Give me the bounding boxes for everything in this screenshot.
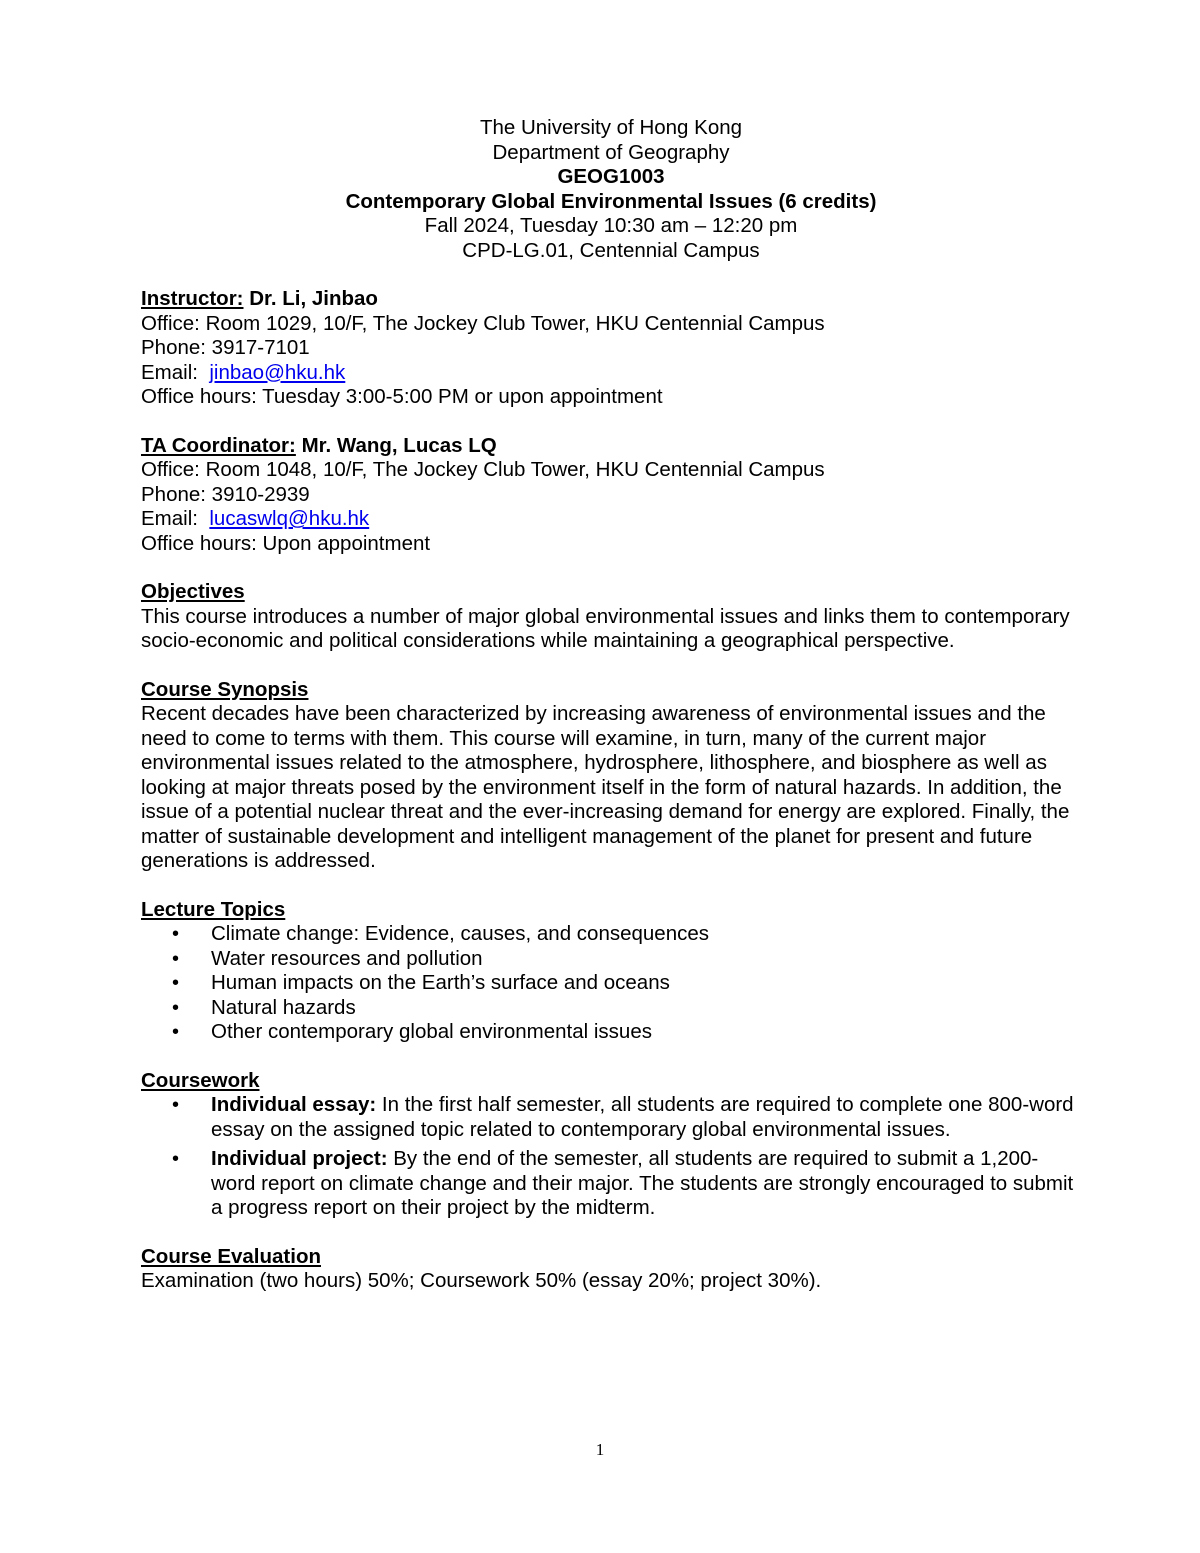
synopsis-text: Recent decades have been characterized by increasing awareness of environmental issues and the need to come to terms with them. This course will examine, in turn, many of the current major environmental issues related to the atmosphere, hydrosphere, lithosphere, and biosphere as well as looking at major threats posed by the environment itself in the form of natural hazards. In addition, the issue of a potential nuclear threat and the ever-increasing demand for energy are explored. Finally, the matter of sustainable development and intelligent management of the planet for present and future generations is addressed.	[141, 702, 1070, 872]
objectives-heading: Objectives	[141, 580, 245, 603]
synopsis-section	[141, 678, 1081, 874]
ta-email-line	[141, 507, 1081, 532]
project-text: By the end of the semester, all students are required to submit a 1,200-word report on climate change and their major. The students are strongly encouraged to submit a progress report on their project by the midterm.	[211, 1147, 1074, 1219]
header-block	[141, 116, 1081, 263]
ta-name: Mr. Wang, Lucas LQ	[295, 433, 497, 457]
ta-email-link[interactable]: lucaswlq@hku.hk	[209, 507, 370, 530]
instructor-office: Office: Room 1029, 10/F, The Jockey Club Tower, HKU Centennial Campus	[141, 311, 825, 335]
topics-heading: Lecture Topics	[141, 897, 286, 921]
coursework-item-essay	[141, 1093, 1081, 1142]
coursework-item-project	[141, 1147, 1081, 1221]
ta-heading	[141, 434, 1081, 459]
department-name: Department of Geography	[492, 140, 730, 164]
course-title: Contemporary Global Environmental Issues (6 credits)	[345, 189, 877, 213]
page-number: 1	[595, 1440, 605, 1459]
list-item: • Human impacts on the Earth’s surface and oceans	[141, 971, 1081, 996]
list-item: • Water resources and pollution	[141, 947, 1081, 972]
instructor-label: Instructor:	[141, 287, 244, 310]
evaluation-text: Examination (two hours) 50%; Coursework 50% (essay 20%; project 30%).	[141, 1269, 822, 1292]
ta-email-label: Email:	[141, 507, 204, 530]
instructor-email-link[interactable]: jinbao@hku.hk	[209, 360, 346, 384]
project-title: Individual project:	[211, 1147, 388, 1170]
ta-block	[141, 434, 1081, 557]
document-page	[141, 116, 1081, 1294]
evaluation-heading: Course Evaluation	[141, 1244, 321, 1268]
essay-text: In the first half semester, all students are required to complete one 800-word essay on the assigned topic related to contemporary global environmental issues.	[211, 1093, 1074, 1141]
coursework-list	[141, 1093, 1081, 1221]
list-item: • Other contemporary global environmental issues	[141, 1020, 1081, 1045]
objectives-text: This course introduces a number of major global environmental issues and links them to contemporary socio-economic and political considerations while maintaining a geographical perspective.	[141, 604, 1070, 652]
course-venue: CPD-LG.01, Centennial Campus	[462, 238, 760, 262]
course-schedule: Fall 2024, Tuesday 10:30 am – 12:20 pm	[424, 214, 798, 237]
instructor-office-hours: Office hours: Tuesday 3:00-5:00 PM or upon appointment	[141, 385, 663, 408]
objectives-section	[141, 580, 1081, 654]
ta-office-hours: Office hours: Upon appointment	[141, 531, 431, 555]
list-item: • Natural hazards	[141, 996, 1081, 1021]
evaluation-section	[141, 1245, 1081, 1294]
instructor-email-label: Email:	[141, 360, 204, 384]
ta-phone: Phone: 3910-2939	[141, 482, 310, 506]
university-name: The University of Hong Kong	[479, 116, 743, 139]
instructor-block	[141, 287, 1081, 410]
essay-title: Individual essay:	[211, 1093, 377, 1116]
instructor-name: Dr. Li, Jinbao	[243, 287, 378, 310]
topics-section	[141, 898, 1081, 1045]
coursework-section	[141, 1069, 1081, 1221]
instructor-email-line	[141, 361, 1081, 386]
coursework-heading: Coursework	[141, 1068, 260, 1092]
course-code: GEOG1003	[557, 165, 665, 188]
synopsis-heading: Course Synopsis	[141, 677, 309, 701]
list-item: • Climate change: Evidence, causes, and consequences	[141, 922, 1081, 947]
instructor-phone: Phone: 3917-7101	[141, 336, 310, 359]
ta-office: Office: Room 1048, 10/F, The Jockey Club Tower, HKU Centennial Campus	[141, 458, 825, 481]
ta-label: TA Coordinator:	[141, 433, 296, 457]
topics-list	[141, 922, 1081, 1045]
instructor-heading	[141, 287, 1081, 312]
